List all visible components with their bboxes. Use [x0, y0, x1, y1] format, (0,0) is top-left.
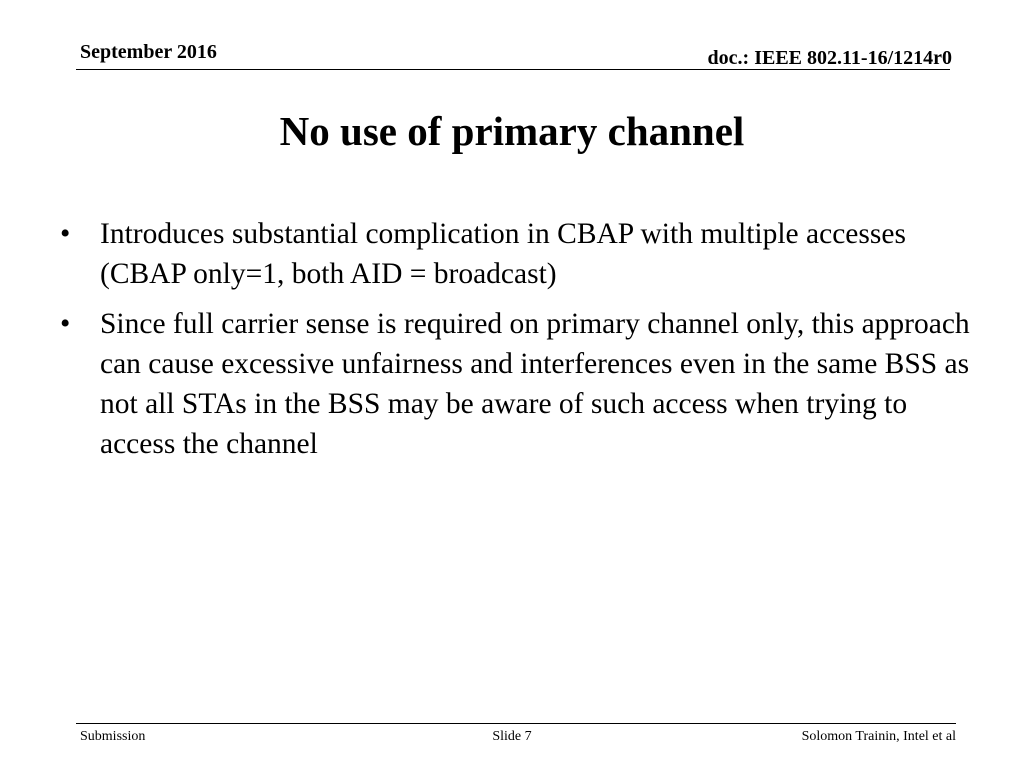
bullet-text: Since full carrier sense is required on primary channel only, this approach can cause excessive unfairness and interferences even in the same BSS as not all STAs in the BSS may be aware of such access when trying to access the channel	[100, 308, 970, 460]
bullet-list	[60, 214, 970, 474]
slide-title: No use of primary channel	[279, 108, 745, 154]
header-date: September 2016	[80, 41, 217, 63]
header-divider	[76, 69, 950, 70]
header-doc-id: doc.: IEEE 802.11-16/1214r0	[707, 47, 952, 69]
bullet-text: Introduces substantial complication in CBAP with multiple accesses (CBAP only=1, both AID = broadcast)	[100, 218, 906, 290]
footer-slide-number: Slide 7	[492, 729, 532, 744]
footer-divider	[76, 723, 956, 724]
bullet-item	[60, 304, 970, 464]
bullet-item	[60, 214, 970, 294]
bullet-marker: •	[60, 218, 71, 250]
footer-author: Solomon Trainin, Intel et al	[801, 729, 956, 744]
bullet-marker: •	[60, 308, 71, 340]
footer-submission: Submission	[80, 729, 146, 744]
